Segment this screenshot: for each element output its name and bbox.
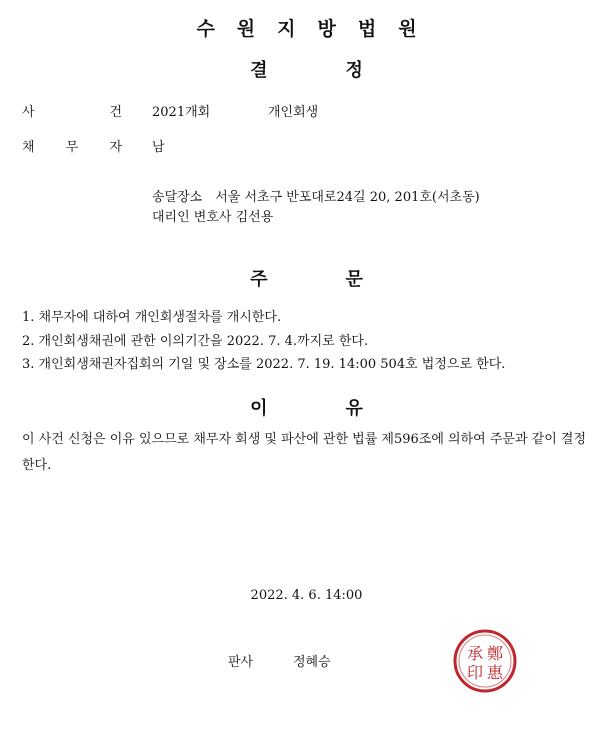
order-item-3: 3. 개인회생채권자집회의 기일 및 장소를 2022. 7. 19. 14:00 504호 법정으로 한다. [22,357,506,372]
delivery-address: 송달장소 서울 서초구 반포대로24길 20, 201호(서초동) [152,190,480,205]
legal-agent: 대리인 변호사 김선용 [152,210,274,225]
debtor-name: 남 [152,140,165,155]
seal-char-4: 惠 [486,663,504,682]
case-type: 개인회생 [268,105,319,120]
document-title [0,56,613,82]
judge-name: 정혜승 [293,655,331,670]
court-name: 수원지방법원 [196,18,439,40]
decision-datetime: 2022. 4. 6. 14:00 [250,588,363,603]
case-number: 2021개회 [152,105,211,120]
debtor-label: 채 무 자 [22,140,122,155]
seal-char-3: 印 [466,663,484,682]
judge-title: 판사 [228,655,254,670]
seal-char-2: 鄭 [486,644,504,663]
official-seal [452,628,518,694]
order-item-1: 1. 채무자에 대하여 개인회생절차를 개시한다. [22,310,282,325]
reason-text: 이 사건 신청은 이유 있으므로 채무자 회생 및 파산에 관한 법률 제596조에 의하여 주문과 같이 결정한다. [22,432,587,473]
title-char-2: 정 [345,60,363,81]
order-heading: 주 문 [250,269,363,290]
reason-heading: 이 유 [250,398,363,419]
title-char-1: 결 [250,60,268,81]
seal-outer-ring [455,631,515,691]
order-item-2: 2. 개인회생채권에 관한 이의기간을 2022. 7. 4.까지로 한다. [22,334,369,349]
case-label: 사 건 [22,105,122,120]
seal-char-1: 承 [466,644,484,663]
